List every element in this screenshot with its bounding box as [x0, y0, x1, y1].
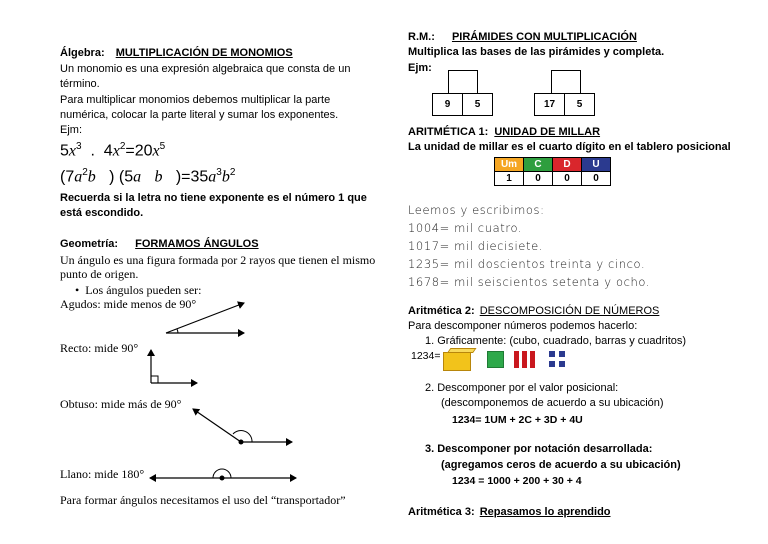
arith2-item1: 1. Gráficamente: (cubo, cuadrado, barras y cuadritos): [425, 335, 687, 347]
place-value-um: 1: [495, 172, 524, 186]
unit-square-icon: [559, 351, 565, 357]
ten-bar-icon: [522, 351, 527, 368]
geometry-footer: Para formar ángulos necesitamos el uso del “transportador”: [60, 493, 346, 507]
arith2-prefix: Aritmética 2:: [408, 305, 475, 317]
read-title: Leemos y escribimos:: [408, 203, 545, 217]
read-line-1: 1004= mil cuatro.: [408, 221, 523, 235]
place-value-header-um: Um: [495, 158, 524, 172]
place-value-header-c: C: [524, 158, 553, 172]
pyramids-ejm-label: Ejm:: [408, 62, 432, 74]
geometry-bullet-text: Los ángulos pueden ser:: [85, 283, 202, 297]
pyramid-2-top[interactable]: [551, 70, 581, 94]
algebra-example-2: ($7a^2b$ ) (5a b )$=35a^3b^2$: [60, 167, 236, 186]
arith2-item2-sub: (descomponemos de acuerdo a su ubicación): [441, 397, 664, 409]
algebra-title: MULTIPLICACIÓN DE MONOMIOS: [115, 47, 293, 59]
unit-square-icon: [549, 351, 555, 357]
arith2-item3-sub: (agregamos ceros de acuerdo a su ubicación): [441, 459, 681, 471]
place-value-d: 0: [553, 172, 582, 186]
algebra-ejm-label: Ejm:: [60, 124, 82, 136]
algebra-example-1: $5x^3$ . $4x^2=20x^5$: [60, 141, 166, 160]
place-value-table: [494, 157, 611, 186]
arith2-item3-title: 3. Descomponer por notación desarrollada:: [425, 443, 653, 455]
right-angle-diagram: [151, 350, 197, 383]
algebra-rule-line2: numérica, colocar la parte literal y sumar los exponentes.: [60, 109, 339, 121]
pyramid-1-top[interactable]: [448, 70, 478, 94]
arith2-item2-result: 1234= 1UM + 2C + 3D + 4U: [452, 414, 583, 426]
obtuse-angle-label: Obtuso: mide más de 90°: [60, 397, 182, 411]
arith3-title: Repasamos lo aprendido: [479, 506, 611, 518]
pyramids-instruction: Multiplica las bases de las pirámides y completa.: [408, 46, 665, 58]
algebra-note-line1: Recuerda si la letra no tiene exponente es el número 1 que: [60, 192, 367, 204]
unit-square-icon: [559, 361, 565, 367]
obtuse-angle-diagram: [193, 409, 292, 445]
arith2-title: DESCOMPOSICIÓN DE NÚMEROS: [479, 305, 660, 317]
acute-angle-diagram: [166, 303, 244, 333]
arith1-prefix: ARITMÉTICA 1:: [408, 126, 489, 138]
ten-bar-icon: [514, 351, 519, 368]
straight-angle-label: Llano: mide 180°: [60, 467, 145, 481]
algebra-prefix: Álgebra:: [60, 47, 105, 59]
place-value-header-u: U: [582, 158, 611, 172]
arith2-item3-result: 1234 = 1000 + 200 + 30 + 4: [452, 475, 582, 487]
algebra-rule-line1: Para multiplicar monomios debemos multiplicar la parte: [60, 94, 331, 106]
place-value-header-d: D: [553, 158, 582, 172]
straight-angle-diagram: [150, 469, 296, 481]
geometry-def-line1: Un ángulo es una figura formada por 2 rayos que tienen el mismo: [60, 253, 376, 267]
pyramid-2-base-left: 17: [534, 93, 565, 116]
place-value-c: 0: [524, 172, 553, 186]
geometry-prefix: Geometría:: [60, 238, 119, 250]
algebra-def-line1: Un monomio es una expresión algebraica que consta de un: [60, 63, 351, 75]
geometry-title: FORMAMOS ÁNGULOS: [135, 238, 259, 250]
place-value-u: 0: [582, 172, 611, 186]
pyramid-2-base-right: 5: [564, 93, 595, 116]
pyramids-prefix: R.M.:: [408, 31, 435, 43]
read-line-2: 1017= mil diecisiete.: [408, 239, 543, 253]
arith2-number: 1234=: [411, 350, 441, 362]
arith2-item2-title: 2. Descomponer por el valor posicional:: [425, 382, 619, 394]
pyramid-1-base-right: 5: [462, 93, 493, 116]
pyramids-title: PIRÁMIDES CON MULTIPLICACIÓN: [451, 31, 637, 43]
bullet-dot: •: [75, 283, 80, 297]
unit-square-icon: [549, 361, 555, 367]
thousand-cube-icon: [443, 352, 471, 371]
arith2-heading: [408, 305, 659, 317]
arith3-prefix: Aritmética 3:: [408, 506, 475, 518]
arith1-title: UNIDAD DE MILLAR: [494, 126, 601, 138]
acute-angle-label: Agudos: mide menos de 90°: [60, 297, 197, 311]
ten-bar-icon: [530, 351, 535, 368]
arith2-intro: Para descomponer números podemos hacerlo:: [408, 320, 638, 332]
arith1-heading: [408, 126, 600, 138]
algebra-def-line2: término.: [60, 78, 100, 90]
algebra-note-line2: está escondido.: [60, 207, 144, 219]
read-line-3: 1235= mil doscientos treinta y cinco.: [408, 257, 646, 271]
pyramids-heading: [408, 31, 637, 43]
arith1-description: La unidad de millar es el cuarto dígito en el tablero posicional: [408, 141, 731, 153]
place-value-header-row: [495, 158, 611, 172]
right-angle-label: Recto: mide 90°: [60, 341, 139, 355]
geometry-def-line2: punto de origen.: [60, 267, 139, 281]
pyramid-1-base-left: 9: [432, 93, 463, 116]
hundred-square-icon: [487, 351, 504, 368]
arith3-heading: [408, 506, 611, 518]
place-value-value-row: [495, 172, 611, 186]
read-line-4: 1678= mil seiscientos setenta y ocho.: [408, 275, 651, 289]
